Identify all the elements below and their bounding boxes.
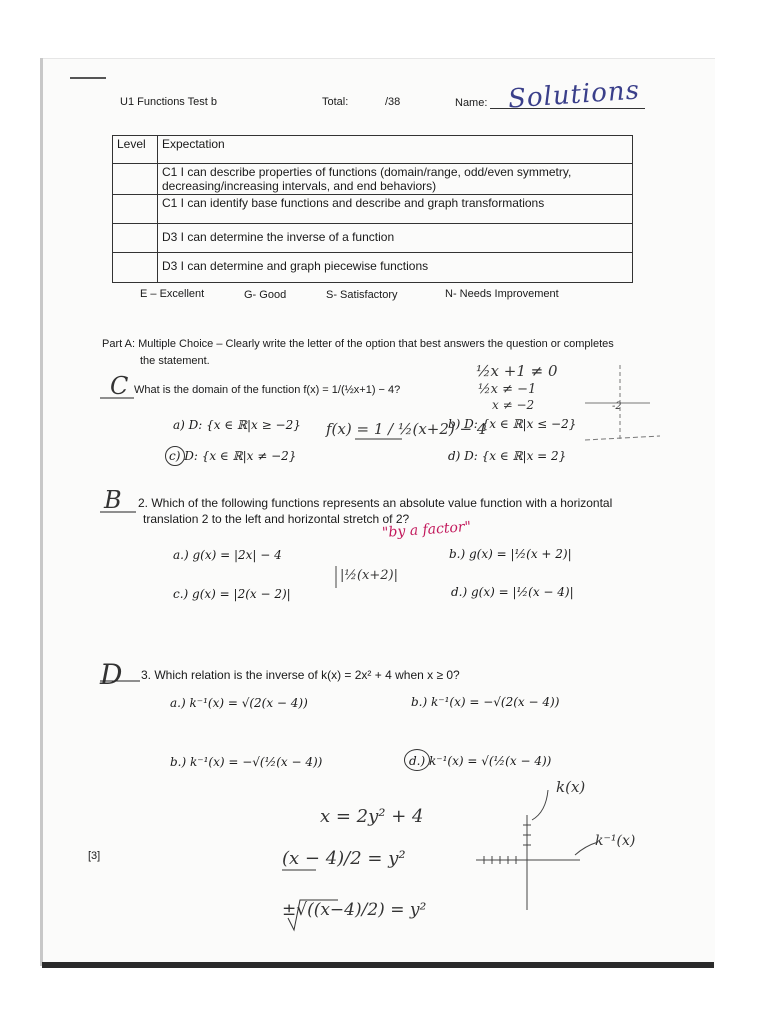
q3-option-d: d.) k⁻¹(x) = √(½(x − 4)) [409, 754, 552, 768]
scale-excellent: E – Excellent [140, 288, 205, 300]
total-label: Total: [322, 96, 349, 108]
q2-answer: B [104, 486, 122, 514]
scale-satisfactory: S- Satisfactory [326, 289, 398, 301]
column-header-expectation: Expectation [158, 136, 633, 164]
q1-horizontal-asymptote [585, 436, 660, 440]
q1-answer: C [110, 372, 129, 400]
q3-radical [288, 900, 338, 930]
name-label: Name: [455, 97, 488, 109]
q3-work-line-3: ±√((x−4)/2) = y² [282, 900, 427, 920]
test-title: U1 Functions Test b [120, 96, 218, 108]
q2-note: "by a factor" [381, 518, 472, 542]
q3-work-line-2: (x − 4)/2 = y² [282, 848, 406, 869]
q1-work-line-3: x ≠ −2 [492, 398, 535, 412]
q3-answer: D [100, 658, 123, 691]
q2-option-d: d.) g(x) = |½(x − 4)| [451, 585, 574, 599]
q1-graph-label: -2 [612, 401, 622, 412]
q2-question-cont: translation 2 to the left and horizontal stretch of 2? [143, 512, 410, 526]
expectation-cell: D3 I can determine and graph piecewise functions [158, 253, 633, 283]
q2-work: |½(x+2)| [340, 568, 398, 583]
q1-work-function: f(x) = 1 / ½(x+2) − 4 [326, 420, 487, 438]
expectation-cell: C1 I can describe properties of functions (domain/range, odd/even symmetry, decreasing/increasing intervals, and end behaviors) [158, 164, 633, 195]
q3-option-a: a.) k⁻¹(x) = √(2(x − 4)) [170, 696, 308, 710]
q1-work-line-1: ½x +1 ≠ 0 [476, 362, 558, 380]
part-a-instructions-cont: the statement. [140, 355, 210, 367]
q3-graph-label-k: k(x) [556, 778, 586, 796]
column-header-level: Level [113, 136, 158, 164]
q3-work-line-1: x = 2y² + 4 [320, 806, 424, 827]
expectation-cell: D3 I can determine the inverse of a function [158, 224, 633, 253]
marks-label: [3] [88, 850, 101, 862]
q2-option-c: c.) g(x) = |2(x − 2)| [173, 587, 291, 601]
expectation-cell: C1 I can identify base functions and describe and graph transformations [158, 195, 633, 224]
q1-option-b: b) D: {x ∈ ℝ|x ≤ −2} [448, 417, 577, 431]
q3-option-b: b.) k⁻¹(x) = −√(2(x − 4)) [411, 695, 560, 709]
q1-work-line-2: ½x ≠ −1 [478, 382, 537, 397]
scale-good: G- Good [244, 289, 287, 301]
scale-needs-improvement: N- Needs Improvement [445, 288, 559, 300]
q2-option-a: a.) g(x) = |2x| − 4 [173, 548, 282, 562]
q3-k-curve [532, 790, 548, 820]
q3-option-c: b.) k⁻¹(x) = −√(½(x − 4)) [170, 755, 323, 769]
q1-question: What is the domain of the function f(x) = 1/(½x+1) − 4? [134, 384, 401, 396]
q1-option-c: c) D: {x ∈ ℝ|x ≠ −2} [169, 449, 297, 463]
total-value: /38 [385, 96, 401, 108]
name-handwriting: Solutions [507, 75, 641, 115]
q1-option-a: a) D: {x ∈ ℝ|x ≥ −2} [173, 418, 301, 432]
q3-graph-label-kinv: k⁻¹(x) [595, 833, 636, 849]
q1-option-d: d) D: {x ∈ ℝ|x = 2} [448, 449, 567, 463]
q2-option-b: b.) g(x) = |½(x + 2)| [449, 547, 572, 561]
q2-question: 2. Which of the following functions represents an absolute value function with a horizontal [138, 496, 613, 510]
part-a-instructions: Part A: Multiple Choice – Clearly write the letter of the option that best answers the question or completes [102, 338, 614, 350]
q3-kinv-arrow [575, 842, 598, 855]
q3-question: 3. Which relation is the inverse of k(x) = 2x² + 4 when x ≥ 0? [141, 668, 460, 682]
